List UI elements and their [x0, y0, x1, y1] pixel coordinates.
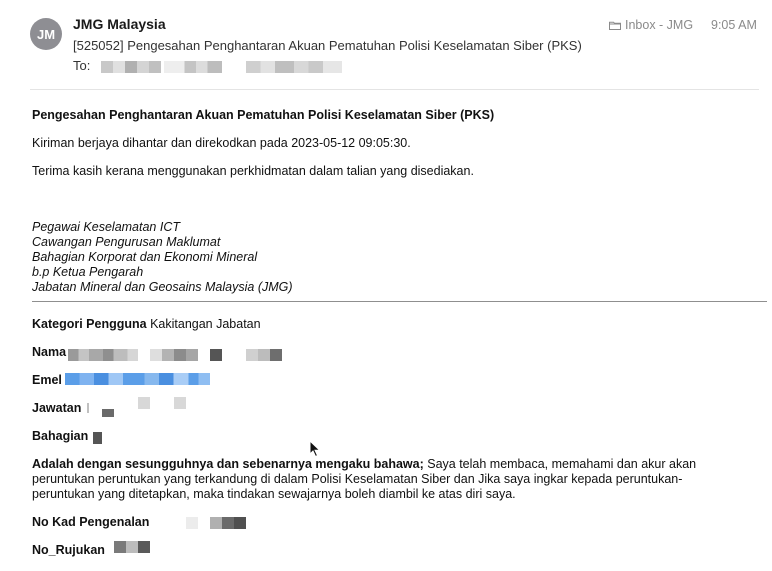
nama-label: Nama [32, 345, 67, 359]
signature-line: Pegawai Keselamatan ICT [32, 220, 180, 234]
mouse-pointer-icon [309, 440, 321, 458]
received-time: 9:05 AM [711, 18, 757, 32]
sender-avatar: JM [30, 18, 62, 50]
signature-line: Cawangan Pengurusan Maklumat [32, 235, 221, 249]
folder-label[interactable]: Inbox - JMG [625, 18, 694, 32]
declaration-paragraph [32, 457, 732, 502]
emel-label: Emel [32, 373, 62, 387]
signature-line: Jabatan Mineral dan Geosains Malaysia (JMG) [32, 280, 293, 294]
emel-redacted [65, 373, 210, 385]
body-divider [32, 301, 767, 302]
sender-name[interactable]: JMG Malaysia [73, 16, 166, 32]
signature-block [32, 220, 293, 295]
to-label: To: [73, 58, 91, 73]
norujukan-redacted [114, 541, 150, 553]
thanks-line: Terima kasih kerana menggunakan perkhidmatan dalam talian yang disediakan. [32, 164, 474, 178]
bahagian-label: Bahagian [32, 429, 89, 443]
nokp-label: No Kad Pengenalan [32, 515, 150, 529]
submission-line: Kiriman berjaya dihantar dan direkodkan pada 2023-05-12 09:05:30. [32, 136, 411, 150]
bahagian-redacted [93, 432, 102, 444]
email-subject: [525052] Pengesahan Penghantaran Akuan Pematuhan Polisi Keselamatan Siber (PKS) [73, 38, 582, 53]
kategori-value: Kakitangan Jabatan [150, 317, 261, 331]
kategori-label: Kategori Pengguna [32, 317, 147, 331]
declaration-text: Saya telah membaca, memahami dan akur akan peruntukan peruntukan yang terkandung di dalam Polisi Keselamatan Siber dan Jika saya ingkar kepada peruntukan-peruntukan yang ditetapkan, maka tindakan sewajarnya boleh diambil ke atas diri saya. [32, 457, 697, 501]
declaration-bold: Adalah dengan sesungguhnya dan sebenarnya mengaku bahawa; [32, 457, 424, 471]
norujukan-label: No_Rujukan [32, 543, 105, 557]
body-heading: Pengesahan Penghantaran Akuan Pematuhan Polisi Keselamatan Siber (PKS) [32, 108, 495, 122]
signature-line: b.p Ketua Pengarah [32, 265, 144, 279]
folder-icon [609, 21, 621, 30]
header-divider [30, 89, 759, 90]
signature-line: Bahagian Korporat dan Ekonomi Mineral [32, 250, 258, 264]
field-kategori [32, 317, 261, 331]
jawatan-label: Jawatan [32, 401, 82, 415]
